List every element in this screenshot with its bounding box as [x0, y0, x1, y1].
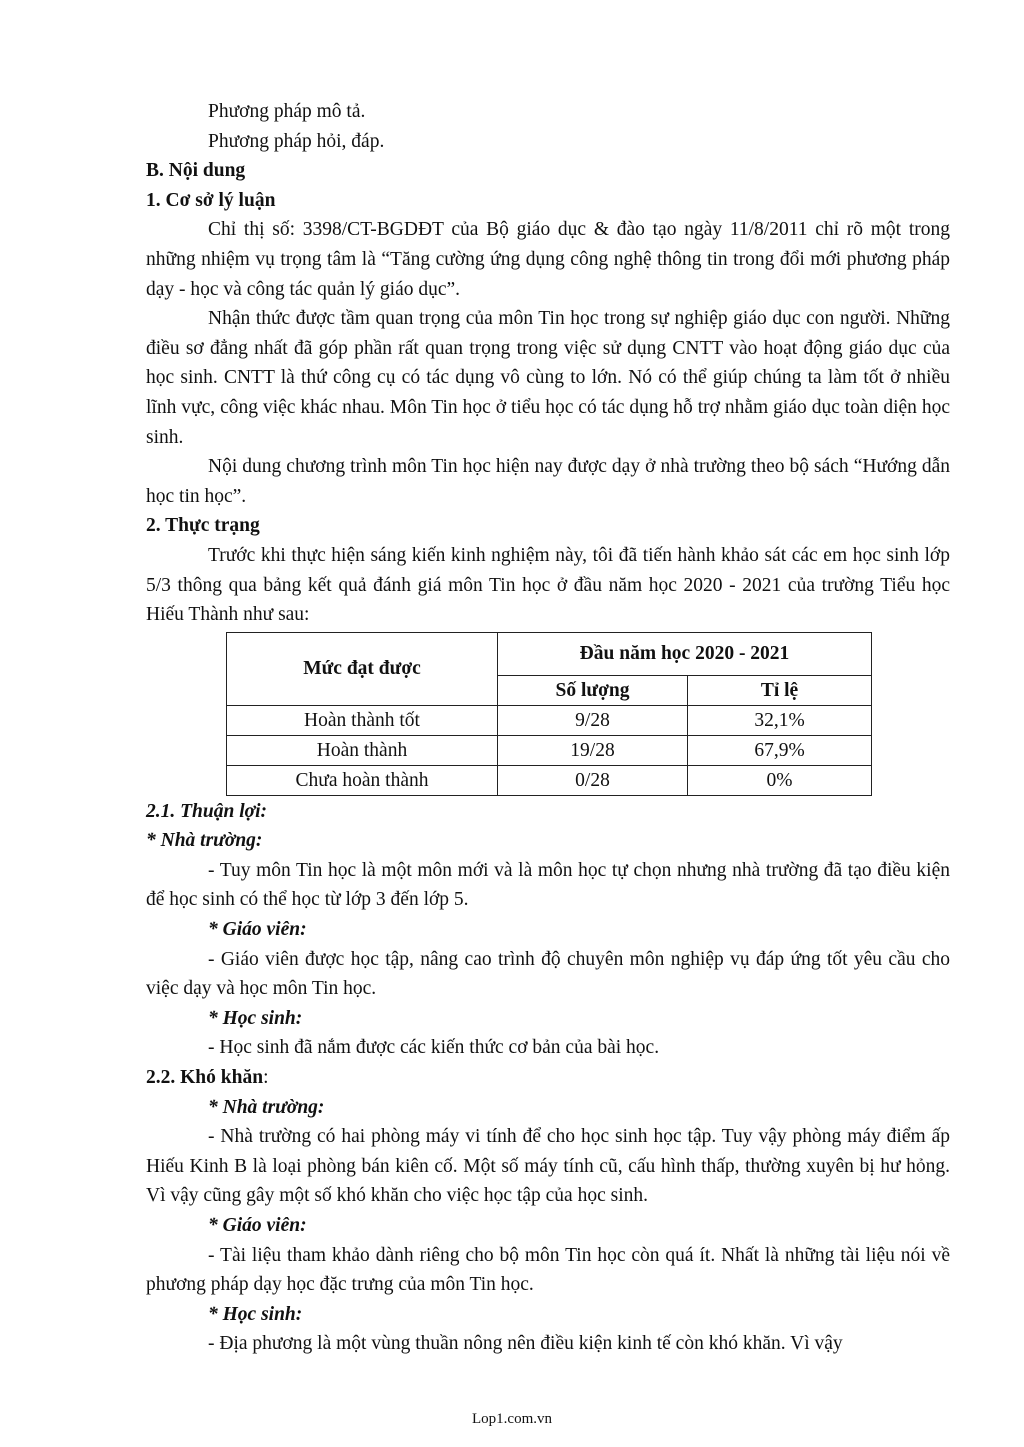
section-1-paragraph-3: Nội dung chương trình môn Tin học hiện nay được dạy ở nhà trường theo bộ sách “Hướng dẫn học tin học”. [146, 456, 950, 507]
advantage-teacher-text: - Giáo viên được học tập, nâng cao trình độ chuyên môn nghiệp vụ đáp ứng tốt yêu cầu cho việc dạy và học môn Tin học. [146, 948, 950, 1000]
difficulty-school-text: - Nhà trường có hai phòng máy vi tính để cho học sinh học tập. Tuy vậy phòng máy điểm ấp Hiếu Kinh B là loại phòng bán kiên cố. Một số máy tính cũ, cấu hình thấp, thường xuyên bị hư hỏng. Vì vậy cũng gây một số khó khăn cho việc học tập của học sinh. [146, 1126, 950, 1207]
table-row [227, 735, 872, 765]
advantage-student-label: * Học sinh: [208, 1007, 303, 1029]
table-cell-count: 0/28 [498, 765, 688, 795]
intro-line-1: Phương pháp mô tả. [208, 101, 366, 122]
table-header-level: Mức đạt được [227, 632, 498, 705]
section-1-paragraph-1: Chỉ thị số: 3398/CT-BGDĐT của Bộ giáo dục & đào tạo ngày 11/8/2011 chỉ rõ một trong những nhiệm vụ trọng tâm là “Tăng cường ứng dụng công nghệ thông tin trong đổi mới phương pháp dạy - học và công tác quản lý giáo dục”. [146, 219, 950, 300]
table-row [227, 765, 872, 795]
section-2-2-title: 2.2. Khó khăn [146, 1067, 264, 1089]
section-1-heading: 1. Cơ sở lý luận [146, 189, 276, 211]
table-header-row [227, 632, 872, 675]
table-header-rate: Tỉ lệ [688, 675, 872, 705]
difficulty-teacher-label: * Giáo viên: [208, 1215, 307, 1236]
intro-line-2: Phương pháp hỏi, đáp. [208, 130, 385, 152]
advantage-school-text: - Tuy môn Tin học là một môn mới và là môn học tự chọn nhưng nhà trường đã tạo điều kiện để học sinh có thể học từ lớp 3 đến lớp 5. [146, 859, 950, 911]
table-cell-label: Chưa hoàn thành [227, 765, 498, 795]
table-cell-count: 19/28 [498, 735, 688, 765]
advantage-school-label: * Nhà trường: [146, 830, 263, 852]
advantage-teacher-label: * Giáo viên: [208, 919, 307, 941]
page-footer: Lop1.com.vn [472, 1411, 552, 1427]
table-cell-count: 9/28 [498, 705, 688, 735]
section-2-1-heading: 2.1. Thuận lợi: [146, 800, 267, 822]
table-row [227, 705, 872, 735]
table-cell-rate: 67,9% [688, 735, 872, 765]
results-table [226, 632, 872, 796]
section-1-paragraph-2: Nhận thức được tầm quan trọng của môn Tin học trong sự nghiệp giáo dục con người. Những điều sơ đẳng nhất đã góp phần rất quan trọng trong việc sử dụng CNTT vào hoạt động giáo dục của học sinh. CNTT là thứ công cụ có tác dụng vô cùng to lớn. Nó có thể giúp chúng ta làm tốt ở nhiều lĩnh vực, công việc khác nhau. Môn Tin học ở tiểu học có tác dụng hỗ trợ nhằm giáo dục toàn diện học sinh. [146, 308, 950, 448]
section-b-heading: B. Nội dung [146, 160, 246, 182]
difficulty-student-label: * Học sinh: [208, 1303, 303, 1325]
document-body [146, 97, 950, 1359]
table-header-count: Số lượng [498, 675, 688, 705]
difficulty-school-label: * Nhà trường: [208, 1096, 325, 1118]
section-2-paragraph: Trước khi thực hiện sáng kiến kinh nghiệm này, tôi đã tiến hành khảo sát các em học sinh lớp 5/3 thông qua bảng kết quả đánh giá môn Tin học ở đầu năm học 2020 - 2021 của trường Tiểu học Hiếu Thành như sau: [146, 544, 950, 626]
table-cell-rate: 0% [688, 765, 872, 795]
table-cell-rate: 32,1% [688, 705, 872, 735]
section-2-heading: 2. Thực trạng [146, 515, 260, 537]
table-cell-label: Hoàn thành tốt [227, 705, 498, 735]
section-2-2-heading [146, 1063, 950, 1093]
difficulty-student-text: - Địa phương là một vùng thuần nông nên điều kiện kinh tế còn khó khăn. Vì vậy [208, 1333, 843, 1355]
difficulty-teacher-text: - Tài liệu tham khảo dành riêng cho bộ môn Tin học còn quá ít. Nhất là những tài liệu nói về phương pháp dạy học đặc trưng của môn Tin học. [146, 1244, 950, 1296]
table-cell-label: Hoàn thành [227, 735, 498, 765]
table-header-period: Đầu năm học 2020 - 2021 [498, 632, 872, 675]
section-2-2-colon: : [263, 1067, 269, 1089]
advantage-student-text: - Học sinh đã nắm được các kiến thức cơ bản của bài học. [208, 1037, 660, 1059]
